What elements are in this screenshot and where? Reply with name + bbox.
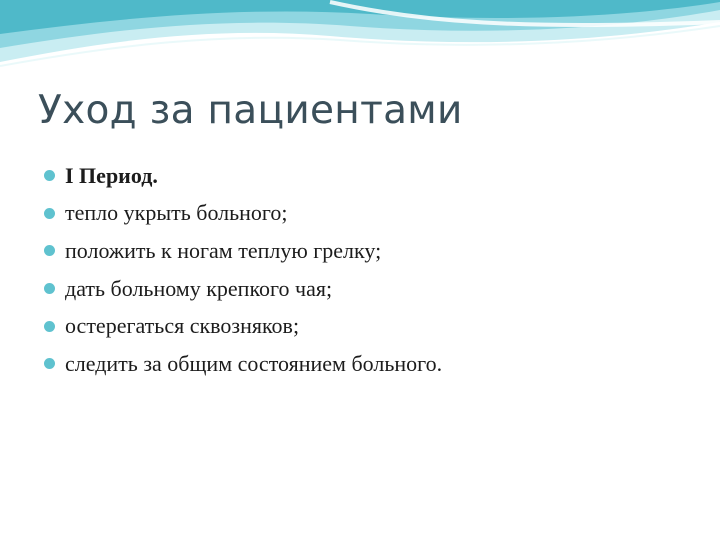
circle-bullet-icon (44, 245, 55, 256)
bullet-item (44, 307, 442, 345)
bullet-item (44, 270, 442, 308)
circle-bullet-icon (44, 283, 55, 294)
bullet-text: дать больному крепкого чая; (65, 275, 333, 301)
bullet-list (44, 157, 442, 383)
header-wave-decoration (0, 0, 720, 90)
bullet-item (44, 195, 442, 233)
bullet-text: I Период. (65, 162, 158, 188)
circle-bullet-icon (44, 358, 55, 369)
bullet-text: тепло укрыть больного; (65, 200, 288, 226)
circle-bullet-icon (44, 321, 55, 332)
slide-title: Уход за пациентами (38, 88, 463, 133)
bullet-item (44, 345, 442, 383)
circle-bullet-icon (44, 170, 55, 181)
bullet-item (44, 232, 442, 270)
circle-bullet-icon (44, 208, 55, 219)
bullet-text: следить за общим состоянием больного. (65, 350, 443, 376)
bullet-text: остерегаться сквозняков; (65, 313, 300, 339)
bullet-item (44, 157, 442, 195)
bullet-text: положить к ногам теплую грелку; (65, 237, 382, 263)
